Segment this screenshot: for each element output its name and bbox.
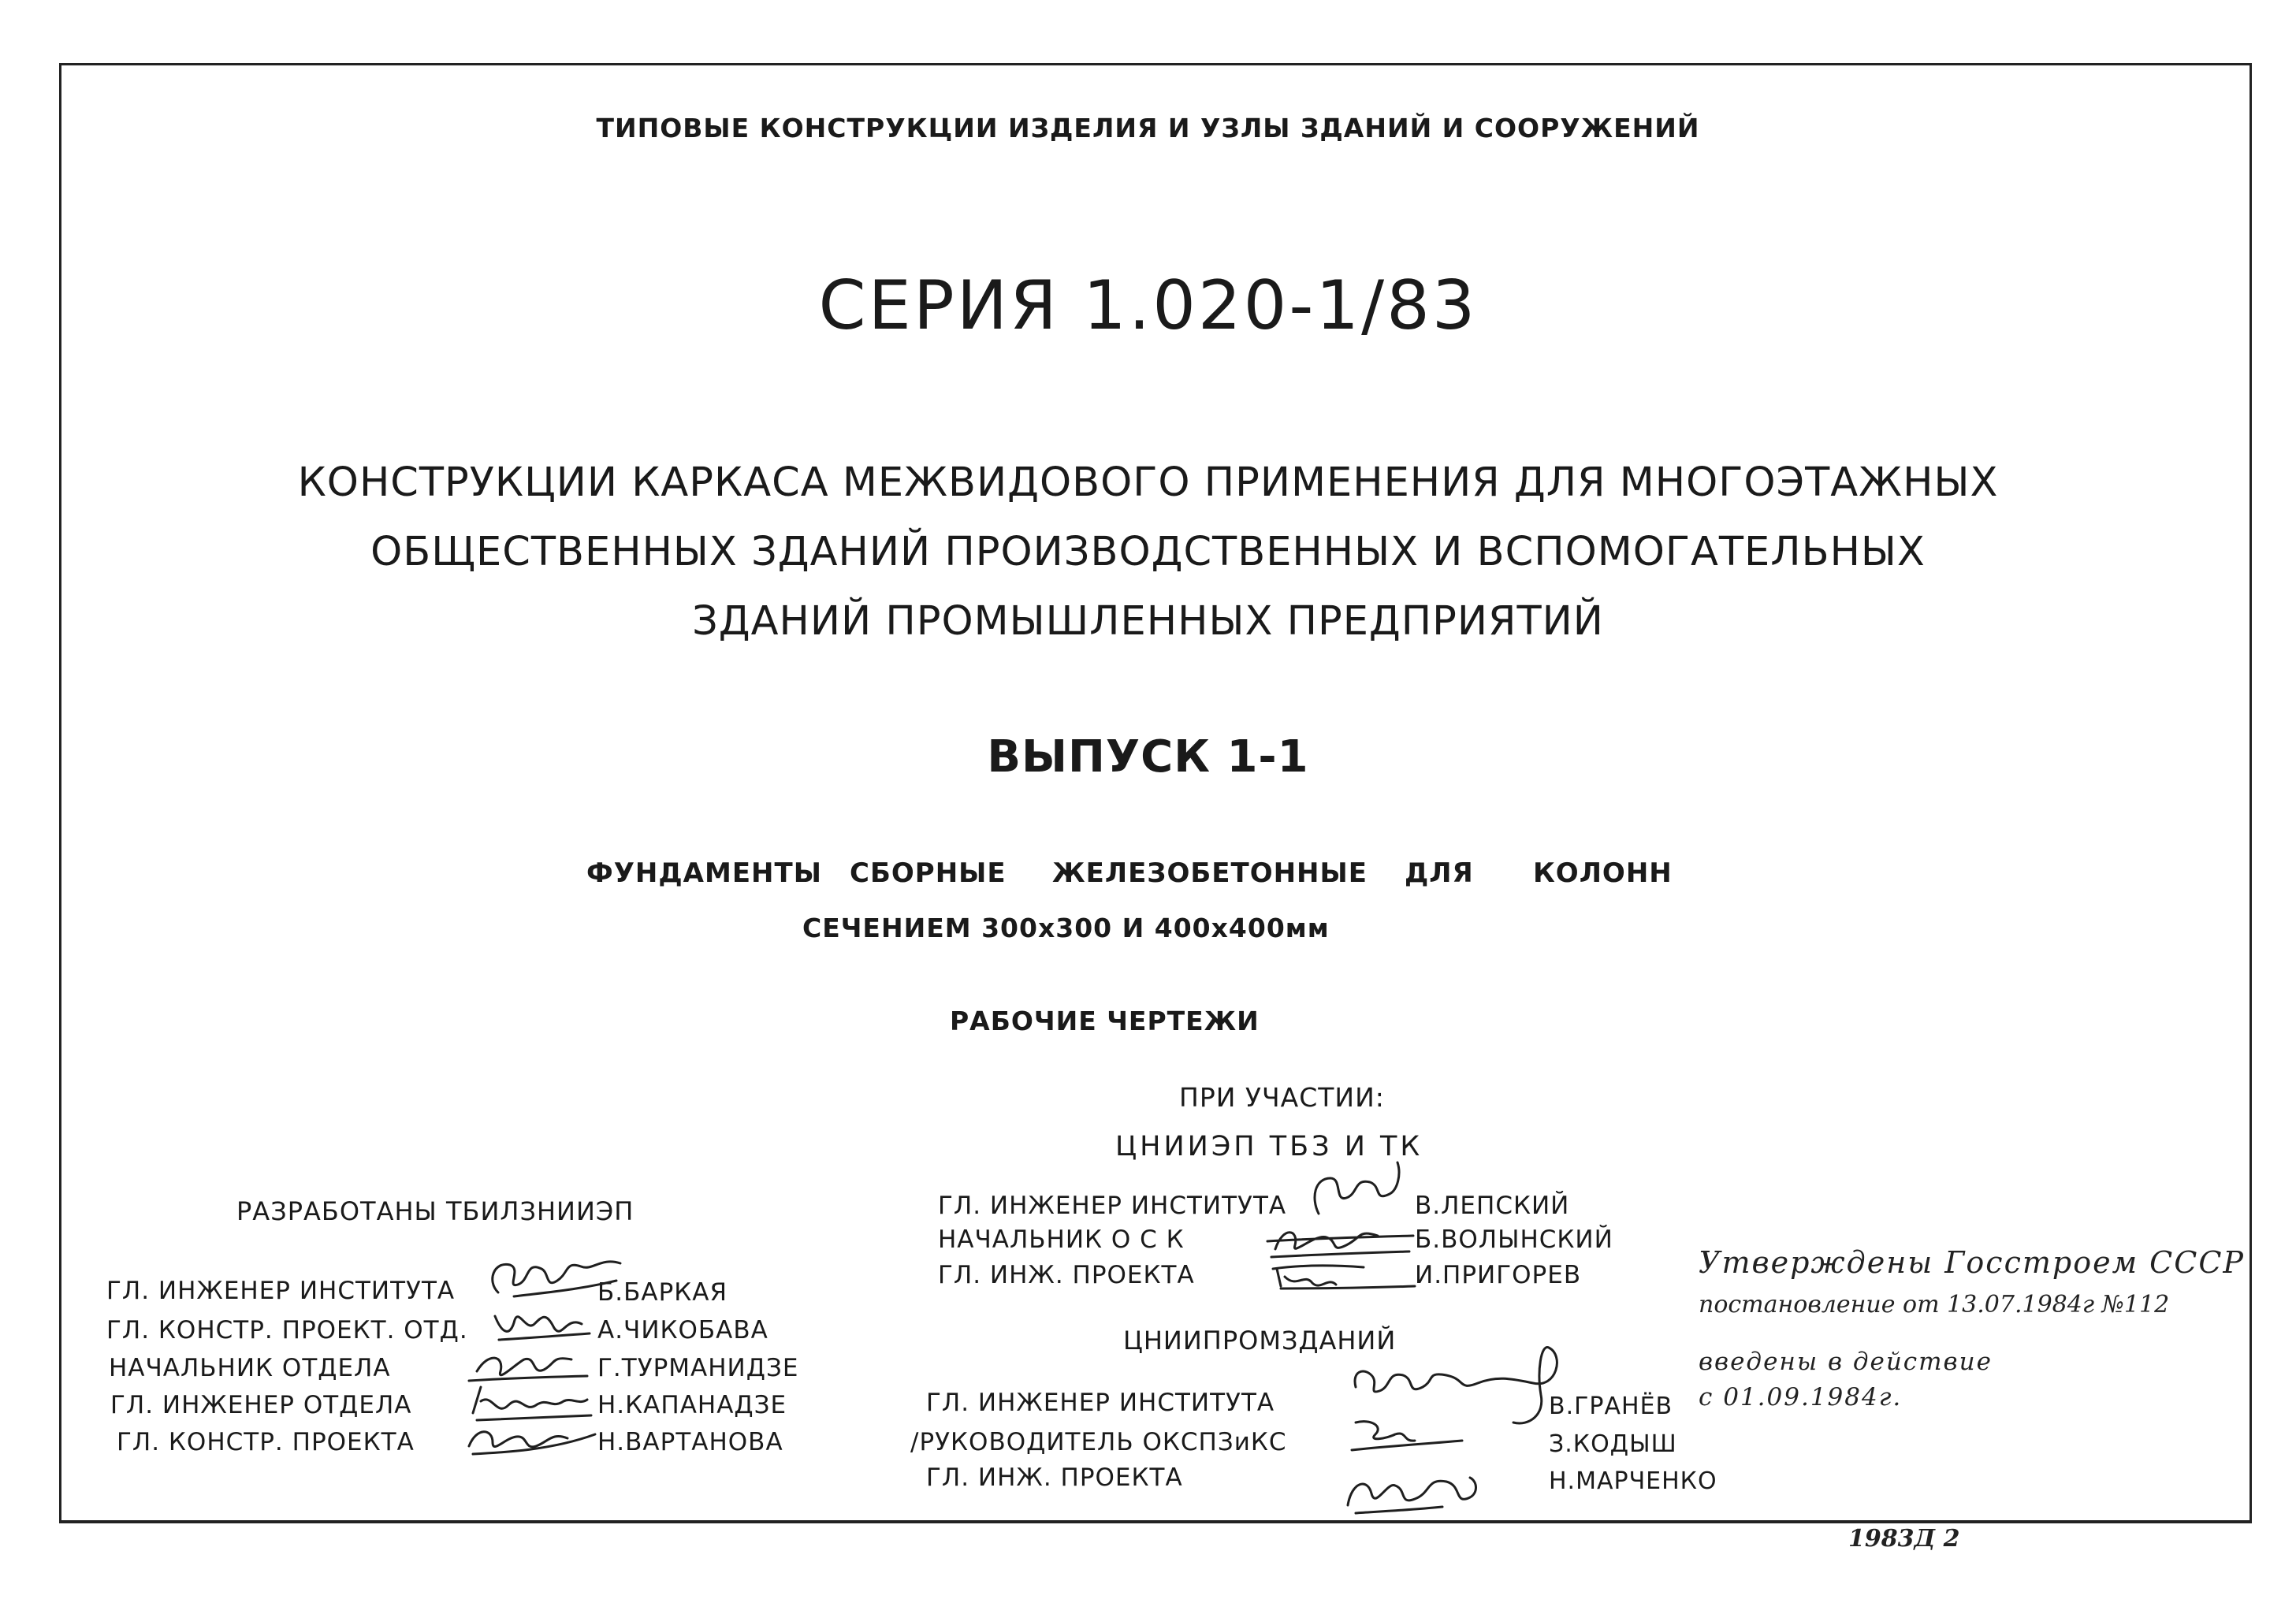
participation-org-1: ЦНИИЭП ТБЗ И ТК	[1115, 1131, 1423, 1162]
signature-prigorev	[1261, 1253, 1419, 1296]
developed-label: РАЗРАБОТАНЫ ТБИЛЗНИИЭП	[236, 1196, 634, 1226]
org1-role-2: НАЧАЛЬНИК О С К	[938, 1225, 1185, 1254]
org1-role-1: ГЛ. ИНЖЕНЕР ИНСТИТУТА	[938, 1192, 1287, 1220]
participation-label: ПРИ УЧАСТИИ:	[1179, 1082, 1385, 1113]
dev-name-5: Н.ВАРТАНОВА	[597, 1428, 783, 1456]
participation-org-2: ЦНИИПРОМЗДАНИЙ	[1123, 1326, 1397, 1356]
dev-role-1: ГЛ. ИНЖЕНЕР ИНСТИТУТА	[106, 1277, 456, 1305]
org1-name-1: В.ЛЕПСКИЙ	[1415, 1192, 1570, 1220]
org2-name-1: В.ГРАНЁВ	[1549, 1393, 1673, 1420]
signature-barkaya	[482, 1249, 632, 1304]
issue-number: ВЫПУСК 1-1	[987, 731, 1309, 783]
signature-lepsky	[1299, 1158, 1417, 1222]
subject-word: СБОРНЫЕ	[850, 857, 1007, 889]
footer-code: 1983Д 2	[1848, 1525, 1960, 1553]
dev-name-4: Н.КАПАНАДЗЕ	[597, 1391, 787, 1419]
title-line-3: ЗДАНИЙ ПРОМЫШЛЕННЫХ ПРЕДПРИЯТИЙ	[692, 598, 1604, 645]
org2-role-3: ГЛ. ИНЖ. ПРОЕКТА	[926, 1463, 1183, 1492]
approval-line-2: постановление от 13.07.1984г №112	[1699, 1291, 2170, 1318]
title-line-2: ОБЩЕСТВЕННЫХ ЗДАНИЙ ПРОИЗВОДСТВЕННЫХ И ВСПОМОГАТЕЛЬНЫХ	[370, 529, 1926, 575]
header-line: ТИПОВЫЕ КОНСТРУКЦИИ ИЗДЕЛИЯ И УЗЛЫ ЗДАНИЙ И СООРУЖЕНИЙ	[596, 113, 1700, 143]
dev-name-3: Г.ТУРМАНИДЗЕ	[597, 1354, 799, 1382]
dev-role-2: ГЛ. КОНСТР. ПРОЕКТ. ОТД.	[106, 1316, 468, 1344]
approval-line-3: введены в действие	[1699, 1348, 1993, 1376]
org2-role-2: /РУКОВОДИТЕЛЬ ОКСПЗиКС	[910, 1428, 1287, 1456]
signature-marchenko	[1332, 1450, 1482, 1521]
dev-role-3: НАЧАЛЬНИК ОТДЕЛА	[109, 1354, 391, 1382]
org1-role-3: ГЛ. ИНЖ. ПРОЕКТА	[938, 1261, 1195, 1289]
dev-role-4: ГЛ. ИНЖЕНЕР ОТДЕЛА	[110, 1391, 412, 1419]
org2-name-3: Н.МАРЧЕНКО	[1549, 1467, 1717, 1495]
title-line-1: КОНСТРУКЦИИ КАРКАСА МЕЖВИДОВОГО ПРИМЕНЕНИЯ ДЛЯ МНОГОЭТАЖНЫХ	[297, 459, 1999, 506]
subject-line-2: СЕЧЕНИЕМ 300х300 И 400х400мм	[802, 913, 1330, 943]
subject-word: КОЛОНН	[1533, 857, 1673, 889]
org2-name-2: З.КОДЫШ	[1549, 1430, 1677, 1458]
org2-role-1: ГЛ. ИНЖЕНЕР ИНСТИТУТА	[926, 1389, 1275, 1417]
dev-role-5: ГЛ. КОНСТР. ПРОЕКТА	[117, 1428, 415, 1456]
org1-name-2: Б.ВОЛЫНСКИЙ	[1415, 1225, 1613, 1254]
subject-word: ЖЕЛЕЗОБЕТОННЫЕ	[1052, 857, 1368, 889]
org1-name-3: И.ПРИГОРЕВ	[1415, 1261, 1582, 1289]
dev-name-1: Б.БАРКАЯ	[597, 1278, 728, 1307]
series-title: СЕРИЯ 1.020-1/83	[818, 266, 1478, 345]
subject-word: ФУНДАМЕНТЫ	[586, 857, 822, 889]
approval-line-1: Утверждены Госстроем СССР	[1699, 1245, 2245, 1280]
approval-line-4: с 01.09.1984г.	[1699, 1383, 1903, 1411]
doc-type: РАБОЧИЕ ЧЕРТЕЖИ	[950, 1006, 1260, 1036]
dev-name-2: А.ЧИКОБАВА	[597, 1316, 768, 1344]
signature-vartanova	[457, 1415, 599, 1462]
subject-word: ДЛЯ	[1405, 857, 1474, 889]
